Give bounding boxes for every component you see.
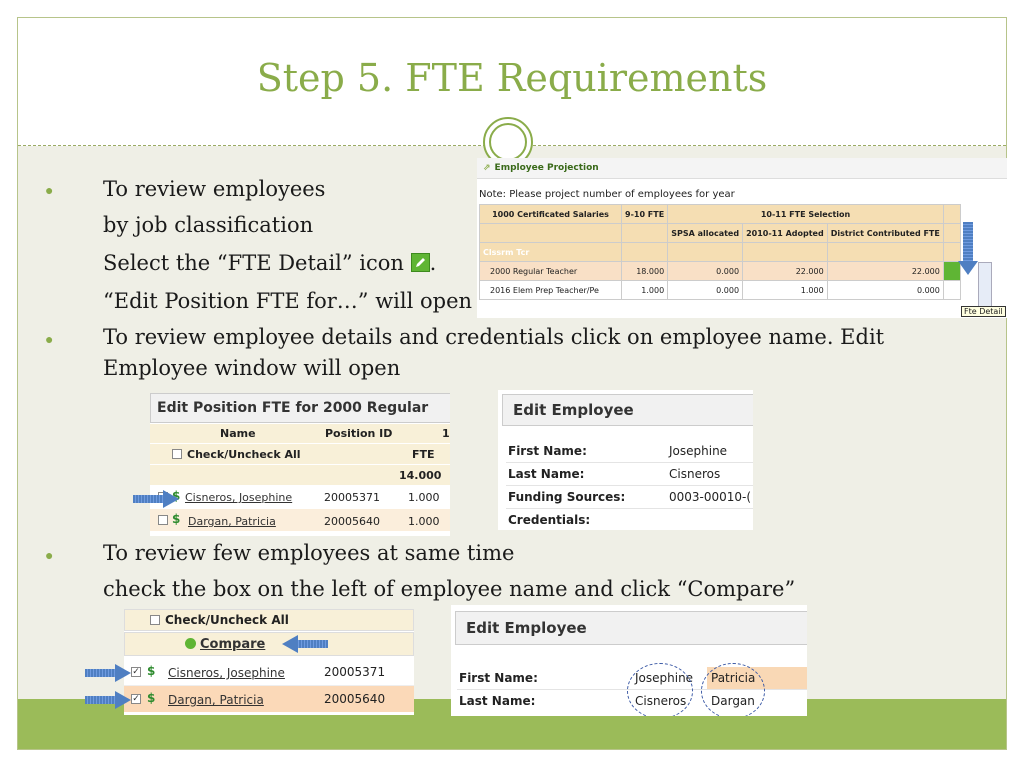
col-position-header: Position ID (325, 427, 393, 440)
bullet-3-line-1: To review few employees at same time (103, 541, 515, 565)
field-row: Credentials: (508, 513, 591, 527)
right-arrow-indicator (85, 666, 131, 680)
col-group-header: 1000 Certificated Salaries (480, 205, 622, 224)
bullet-marker: ● (45, 549, 54, 564)
bullet-marker: ● (45, 184, 54, 199)
employee-link[interactable]: Dargan, Patricia (168, 693, 264, 707)
dollar-icon: $ (172, 489, 181, 503)
row-checkbox[interactable] (158, 515, 168, 525)
compare-icon (185, 638, 196, 649)
fte-detail-icon (411, 253, 430, 272)
col-prev-header: 9-10 FTE (622, 205, 668, 224)
down-arrow-indicator (963, 222, 973, 262)
bullet-marker: ● (45, 333, 54, 348)
employee-projection-panel (477, 158, 1007, 318)
col-spsa: SPSA allocated (668, 224, 743, 243)
col-adopted: 2010-11 Adopted (743, 224, 828, 243)
check-all-checkbox[interactable] (150, 615, 160, 625)
check-all-checkbox[interactable] (172, 449, 182, 459)
edit-position-title: Edit Position FTE for 2000 Regular (150, 393, 450, 423)
edit-position-fte-panel: Edit Position FTE for 2000 Regular Name Position ID 1 Check/Uncheck All FTE 14.000 $ Cisneros, Josephine 20005371 1.000 $ Dargan, Patricia 20005640 1.000 (150, 393, 450, 536)
bullet-1-line-1: To review employees (103, 177, 326, 201)
projection-note: Note: Please project number of employees for year (479, 189, 735, 200)
bullet-1-line-3-text: Select the “FTE Detail” icon (103, 251, 404, 275)
bullet-2-line-1: To review employee details and credentials click on employee name. Edit (103, 325, 885, 349)
employee-link[interactable]: Dargan, Patricia (188, 515, 276, 528)
compare-panel (124, 609, 414, 715)
bullet-1-suffix: . (429, 251, 437, 275)
check-all-label: Check/Uncheck All (165, 613, 289, 627)
highlight-ellipse (627, 663, 693, 716)
bullet-2-line-2: Employee window will open (103, 356, 401, 380)
dollar-icon: $ (147, 691, 156, 705)
edit-employee-panel (498, 390, 753, 530)
row-checkbox[interactable] (131, 694, 141, 704)
table-row: ✓ $ Dargan, Patricia 20005640 (124, 686, 414, 712)
dollar-icon: $ (147, 664, 156, 678)
compare-button[interactable]: Compare (200, 637, 266, 652)
bullet-1-line-3 (103, 251, 436, 275)
col-selection-header: 10-11 FTE Selection (668, 205, 944, 224)
down-arrow-head (958, 261, 978, 275)
field-row: Last Name: Cisneros Dargan (459, 694, 755, 708)
field-row: Funding Sources: 0003-00010-( (506, 486, 753, 509)
bullet-1-line-2: by job classification (103, 213, 314, 237)
compare-employee-title: Edit Employee (455, 611, 807, 645)
table-row: ✓ $ Cisneros, Josephine 20005371 (124, 659, 414, 686)
fte-detail-tooltip: Fte Detail (961, 306, 1006, 317)
bullet-1-line-4: “Edit Position FTE for…” will open (103, 289, 473, 313)
scrollbar[interactable] (978, 262, 992, 308)
right-arrow-indicator (133, 492, 179, 506)
employee-link[interactable]: Cisneros, Josephine (168, 666, 285, 680)
edit-employee-title: Edit Employee (502, 394, 753, 426)
right-arrow-indicator (85, 693, 131, 707)
employee-link[interactable]: Cisneros, Josephine (185, 491, 293, 504)
left-arrow-indicator (282, 637, 328, 651)
table-row: $ Cisneros, Josephine 20005371 1.000 (150, 486, 450, 508)
compare-employee-panel (451, 605, 807, 716)
field-row: Last Name: Cisneros (506, 463, 753, 486)
fte-col-label: FTE (412, 448, 435, 461)
field-row: First Name: Josephine Patricia (457, 667, 807, 690)
slide-title: Step 5. FTE Requirements (256, 56, 768, 100)
check-all-label: Check/Uncheck All (187, 448, 301, 461)
row-checkbox[interactable] (131, 667, 141, 677)
bullet-3-line-2: check the box on the left of employee name and click “Compare” (103, 577, 796, 601)
table-row: $ Dargan, Patricia 20005640 1.000 (150, 509, 450, 531)
dollar-icon: $ (172, 512, 181, 526)
col-district: District Contributed FTE (827, 224, 943, 243)
group-row-label: Clssrm Tcr (480, 243, 622, 262)
col-name-header: Name (220, 427, 256, 440)
table-row: 2000 Regular Teacher 18.000 0.000 22.000 22.000 (480, 262, 961, 281)
projection-table (479, 204, 961, 300)
table-row: 2016 Elem Prep Teacher/Pe 1.000 0.000 1.000 0.000 (480, 281, 961, 300)
field-row: First Name: Josephine (506, 440, 753, 463)
highlight-ellipse (701, 663, 765, 716)
fte-total: 14.000 (399, 469, 442, 482)
employee-projection-header: ⇗ Employee Projection (477, 158, 1007, 179)
